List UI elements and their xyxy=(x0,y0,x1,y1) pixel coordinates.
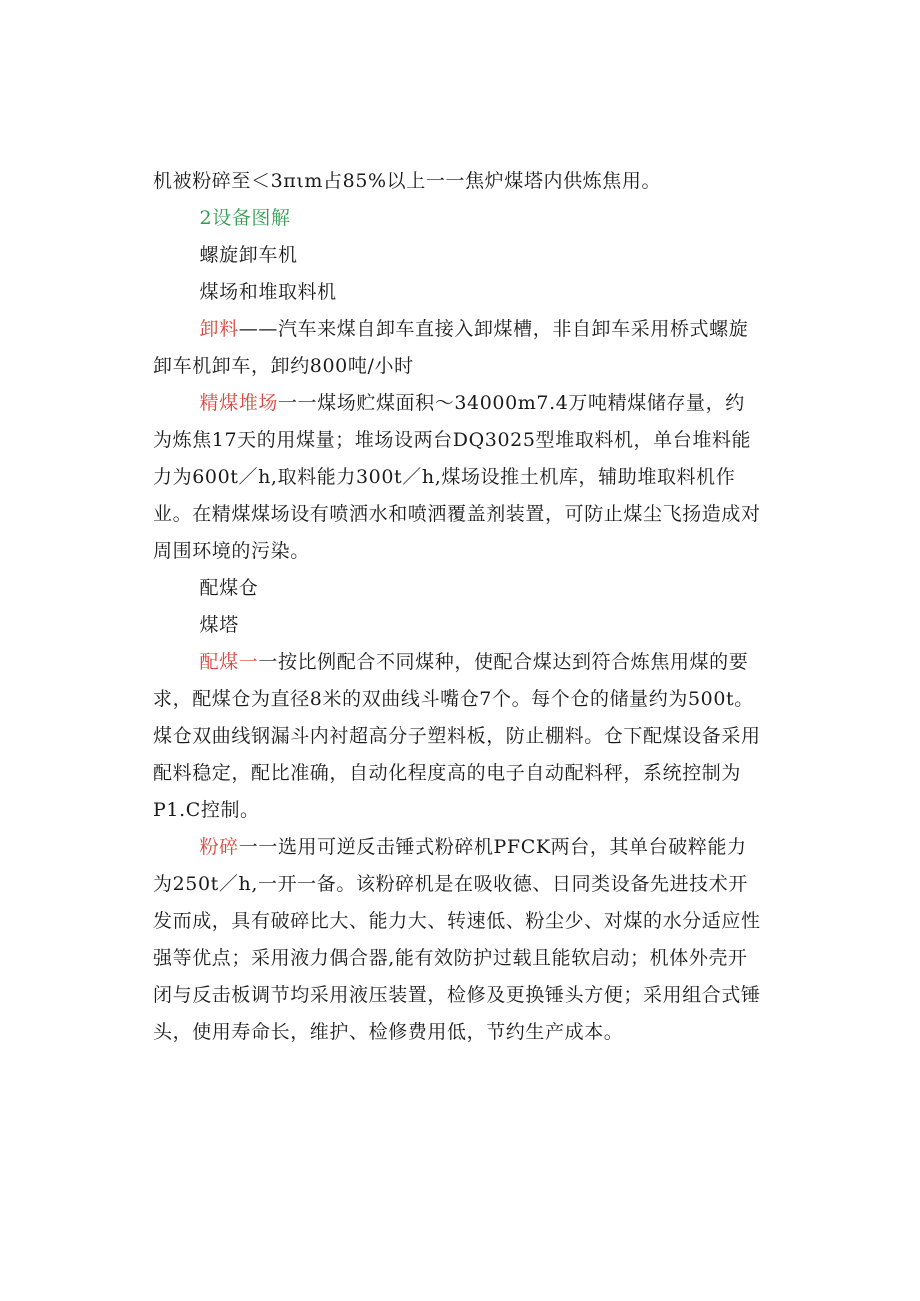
figure-caption-blending-bin: 配煤仓 xyxy=(199,577,259,599)
figure-caption-coal-yard: 煤场和堆取料机 xyxy=(199,281,337,303)
intro-tail-line: 机被粉碎至＜3πιm占85%以上一一焦炉煤塔内供炼焦用。 xyxy=(153,170,662,192)
paragraph-coal-yard-text: 一一煤场贮煤面积～34000m7.4万吨精煤储存量，约为炼焦17天的用煤量；堆场设两台DQ3025型堆取料机，单台堆料能力为600t／h,取料能力300t／h,煤场设推土机库，辅助堆取料机作业。在精煤煤场设有喷洒水和喷洒覆盖剂装置，可防止煤尘飞扬造成对周围环境的污染。 xyxy=(153,392,761,562)
paragraph-coal-yard xyxy=(153,385,763,570)
paragraph-crushing xyxy=(153,829,763,1051)
paragraph-crushing-text: 一一选用可逆反击锤式粉碎机PFCK两台，其单台破粹能力为250t／h,一开一备。该粉碎机是在吸收德、日同类设备先进技术开发而成，具有破碎比大、能力大、转速低、粉尘少、对煤的水分适应性强等优点；采用液力偶合器,能有效防护过载且能软启动；机体外壳开闭与反击板调节均采用液压装置，检修及更换锤头方便；采用组合式锤头，使用寿命长，维护、检修费用低，节约生产成本。 xyxy=(153,836,761,1043)
figure-caption-coal-tower: 煤塔 xyxy=(199,614,239,636)
figure-caption-unloader: 螺旋卸车机 xyxy=(199,244,298,266)
term-coal-yard: 精煤堆场 xyxy=(199,392,278,414)
term-blending: 配煤一 xyxy=(199,651,259,673)
document-body xyxy=(153,163,763,1051)
paragraph-unloading-text: ——汽车来煤自卸车直接入卸煤槽，非自卸车采用桥式螺旋卸车机卸车，卸约800吨/小时 xyxy=(153,318,749,377)
paragraph-unloading xyxy=(153,311,763,385)
term-unloading: 卸料 xyxy=(199,318,239,340)
term-crushing: 粉碎 xyxy=(199,836,239,858)
paragraph-blending xyxy=(153,644,763,829)
paragraph-blending-text: 一按比例配合不同煤种，使配合煤达到符合炼焦用煤的要求，配煤仓为直径8米的双曲线斗嘴仓7个。每个仓的储量约为500t。煤仓双曲线钢漏斗内衬超高分子塑料板，防止棚料。仓下配煤设备采用配料稳定，配比准确，自动化程度高的电子自动配料秤，系统控制为P1.C控制。 xyxy=(153,651,761,821)
section-heading: 2设备图解 xyxy=(199,207,291,229)
